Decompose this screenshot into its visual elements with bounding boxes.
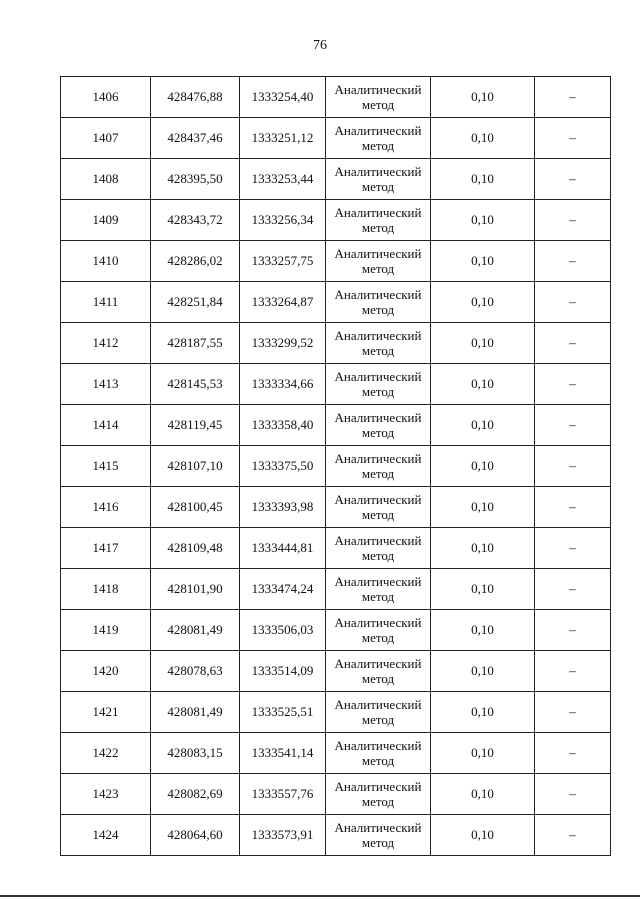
y-coordinate-cell: 1333393,98 xyxy=(240,487,326,528)
method-cell xyxy=(326,77,431,118)
coordinates-table xyxy=(60,76,611,856)
method-line-1: Аналитический xyxy=(334,492,422,507)
y-coordinate-cell: 1333358,40 xyxy=(240,405,326,446)
table-row xyxy=(61,405,611,446)
page-number: 76 xyxy=(313,38,327,53)
method-line-1: Аналитический xyxy=(334,779,422,794)
y-coordinate-cell: 1333254,40 xyxy=(240,77,326,118)
table-row xyxy=(61,159,611,200)
method-cell xyxy=(326,118,431,159)
method-line-1: Аналитический xyxy=(334,615,422,630)
x-coordinate-cell: 428100,45 xyxy=(151,487,240,528)
x-coordinate-cell: 428145,53 xyxy=(151,364,240,405)
table-row xyxy=(61,774,611,815)
x-coordinate-cell: 428119,45 xyxy=(151,405,240,446)
method-line-1: Аналитический xyxy=(334,697,422,712)
method-line-2: метод xyxy=(361,384,395,399)
accuracy-cell: 0,10 xyxy=(431,77,535,118)
y-coordinate-cell: 1333557,76 xyxy=(240,774,326,815)
method-cell xyxy=(326,487,431,528)
method-cell xyxy=(326,651,431,692)
y-coordinate-cell: 1333253,44 xyxy=(240,159,326,200)
point-number-cell: 1409 xyxy=(61,200,151,241)
table-row xyxy=(61,651,611,692)
y-coordinate-cell: 1333256,34 xyxy=(240,200,326,241)
y-coordinate-cell: 1333264,87 xyxy=(240,282,326,323)
point-number-cell: 1413 xyxy=(61,364,151,405)
y-coordinate-cell: 1333506,03 xyxy=(240,610,326,651)
point-number-cell: 1420 xyxy=(61,651,151,692)
bottom-rule xyxy=(0,895,640,897)
extra-cell: – xyxy=(535,774,611,815)
x-coordinate-cell: 428286,02 xyxy=(151,241,240,282)
point-number-cell: 1416 xyxy=(61,487,151,528)
point-number-cell: 1422 xyxy=(61,733,151,774)
table-row xyxy=(61,733,611,774)
y-coordinate-cell: 1333573,91 xyxy=(240,815,326,856)
method-cell xyxy=(326,282,431,323)
method-line-2: метод xyxy=(361,261,395,276)
table-row xyxy=(61,77,611,118)
x-coordinate-cell: 428081,49 xyxy=(151,692,240,733)
method-cell xyxy=(326,815,431,856)
method-line-2: метод xyxy=(361,179,395,194)
method-line-1: Аналитический xyxy=(334,164,422,179)
x-coordinate-cell: 428082,69 xyxy=(151,774,240,815)
x-coordinate-cell: 428476,88 xyxy=(151,77,240,118)
x-coordinate-cell: 428078,63 xyxy=(151,651,240,692)
extra-cell: – xyxy=(535,815,611,856)
method-line-1: Аналитический xyxy=(334,205,422,220)
extra-cell: – xyxy=(535,77,611,118)
point-number-cell: 1412 xyxy=(61,323,151,364)
method-line-1: Аналитический xyxy=(334,246,422,261)
method-line-1: Аналитический xyxy=(334,82,422,97)
table-row xyxy=(61,241,611,282)
method-line-2: метод xyxy=(361,425,395,440)
method-line-2: метод xyxy=(361,220,395,235)
method-cell xyxy=(326,692,431,733)
method-line-2: метод xyxy=(361,712,395,727)
y-coordinate-cell: 1333257,75 xyxy=(240,241,326,282)
extra-cell: – xyxy=(535,569,611,610)
extra-cell: – xyxy=(535,241,611,282)
method-line-1: Аналитический xyxy=(334,533,422,548)
method-line-2: метод xyxy=(361,507,395,522)
point-number-cell: 1414 xyxy=(61,405,151,446)
point-number-cell: 1419 xyxy=(61,610,151,651)
accuracy-cell: 0,10 xyxy=(431,159,535,200)
method-line-2: метод xyxy=(361,835,395,850)
accuracy-cell: 0,10 xyxy=(431,651,535,692)
extra-cell: – xyxy=(535,733,611,774)
y-coordinate-cell: 1333375,50 xyxy=(240,446,326,487)
method-line-2: метод xyxy=(361,97,395,112)
x-coordinate-cell: 428107,10 xyxy=(151,446,240,487)
method-line-1: Аналитический xyxy=(334,738,422,753)
table-row xyxy=(61,815,611,856)
method-cell xyxy=(326,610,431,651)
table-row xyxy=(61,569,611,610)
extra-cell: – xyxy=(535,364,611,405)
point-number-cell: 1421 xyxy=(61,692,151,733)
table-row xyxy=(61,446,611,487)
point-number-cell: 1418 xyxy=(61,569,151,610)
point-number-cell: 1424 xyxy=(61,815,151,856)
table-row xyxy=(61,610,611,651)
y-coordinate-cell: 1333334,66 xyxy=(240,364,326,405)
x-coordinate-cell: 428101,90 xyxy=(151,569,240,610)
extra-cell: – xyxy=(535,282,611,323)
extra-cell: – xyxy=(535,692,611,733)
method-line-1: Аналитический xyxy=(334,287,422,302)
y-coordinate-cell: 1333299,52 xyxy=(240,323,326,364)
method-line-2: метод xyxy=(361,794,395,809)
extra-cell: – xyxy=(535,405,611,446)
method-line-1: Аналитический xyxy=(334,369,422,384)
extra-cell: – xyxy=(535,118,611,159)
accuracy-cell: 0,10 xyxy=(431,446,535,487)
x-coordinate-cell: 428081,49 xyxy=(151,610,240,651)
method-cell xyxy=(326,528,431,569)
table-row xyxy=(61,118,611,159)
method-cell xyxy=(326,405,431,446)
extra-cell: – xyxy=(535,651,611,692)
method-line-2: метод xyxy=(361,343,395,358)
extra-cell: – xyxy=(535,159,611,200)
point-number-cell: 1407 xyxy=(61,118,151,159)
x-coordinate-cell: 428251,84 xyxy=(151,282,240,323)
method-line-1: Аналитический xyxy=(334,574,422,589)
extra-cell: – xyxy=(535,528,611,569)
accuracy-cell: 0,10 xyxy=(431,528,535,569)
y-coordinate-cell: 1333251,12 xyxy=(240,118,326,159)
coordinates-table-body xyxy=(61,77,611,856)
x-coordinate-cell: 428083,15 xyxy=(151,733,240,774)
table-row xyxy=(61,528,611,569)
table-row xyxy=(61,364,611,405)
table-row xyxy=(61,200,611,241)
table-row xyxy=(61,487,611,528)
extra-cell: – xyxy=(535,446,611,487)
method-line-1: Аналитический xyxy=(334,328,422,343)
accuracy-cell: 0,10 xyxy=(431,487,535,528)
method-cell xyxy=(326,200,431,241)
extra-cell: – xyxy=(535,610,611,651)
accuracy-cell: 0,10 xyxy=(431,405,535,446)
point-number-cell: 1417 xyxy=(61,528,151,569)
method-cell xyxy=(326,446,431,487)
method-line-2: метод xyxy=(361,589,395,604)
method-line-1: Аналитический xyxy=(334,123,422,138)
accuracy-cell: 0,10 xyxy=(431,733,535,774)
point-number-cell: 1415 xyxy=(61,446,151,487)
x-coordinate-cell: 428187,55 xyxy=(151,323,240,364)
accuracy-cell: 0,10 xyxy=(431,774,535,815)
method-cell xyxy=(326,323,431,364)
accuracy-cell: 0,10 xyxy=(431,282,535,323)
x-coordinate-cell: 428437,46 xyxy=(151,118,240,159)
point-number-cell: 1406 xyxy=(61,77,151,118)
method-line-1: Аналитический xyxy=(334,451,422,466)
method-line-1: Аналитический xyxy=(334,656,422,671)
x-coordinate-cell: 428395,50 xyxy=(151,159,240,200)
point-number-cell: 1408 xyxy=(61,159,151,200)
table-row xyxy=(61,692,611,733)
point-number-cell: 1410 xyxy=(61,241,151,282)
point-number-cell: 1423 xyxy=(61,774,151,815)
y-coordinate-cell: 1333474,24 xyxy=(240,569,326,610)
point-number-cell: 1411 xyxy=(61,282,151,323)
method-cell xyxy=(326,733,431,774)
method-line-1: Аналитический xyxy=(334,410,422,425)
y-coordinate-cell: 1333541,14 xyxy=(240,733,326,774)
y-coordinate-cell: 1333514,09 xyxy=(240,651,326,692)
method-line-2: метод xyxy=(361,138,395,153)
method-line-2: метод xyxy=(361,466,395,481)
accuracy-cell: 0,10 xyxy=(431,118,535,159)
table-row xyxy=(61,323,611,364)
x-coordinate-cell: 428109,48 xyxy=(151,528,240,569)
accuracy-cell: 0,10 xyxy=(431,364,535,405)
accuracy-cell: 0,10 xyxy=(431,815,535,856)
table-row xyxy=(61,282,611,323)
method-cell xyxy=(326,774,431,815)
method-line-2: метод xyxy=(361,753,395,768)
accuracy-cell: 0,10 xyxy=(431,692,535,733)
y-coordinate-cell: 1333525,51 xyxy=(240,692,326,733)
extra-cell: – xyxy=(535,200,611,241)
method-cell xyxy=(326,569,431,610)
method-line-2: метод xyxy=(361,548,395,563)
method-line-1: Аналитический xyxy=(334,820,422,835)
method-cell xyxy=(326,241,431,282)
y-coordinate-cell: 1333444,81 xyxy=(240,528,326,569)
accuracy-cell: 0,10 xyxy=(431,610,535,651)
extra-cell: – xyxy=(535,323,611,364)
x-coordinate-cell: 428343,72 xyxy=(151,200,240,241)
method-line-2: метод xyxy=(361,671,395,686)
method-cell xyxy=(326,159,431,200)
accuracy-cell: 0,10 xyxy=(431,200,535,241)
extra-cell: – xyxy=(535,487,611,528)
accuracy-cell: 0,10 xyxy=(431,323,535,364)
method-line-2: метод xyxy=(361,302,395,317)
method-cell xyxy=(326,364,431,405)
method-line-2: метод xyxy=(361,630,395,645)
accuracy-cell: 0,10 xyxy=(431,569,535,610)
x-coordinate-cell: 428064,60 xyxy=(151,815,240,856)
accuracy-cell: 0,10 xyxy=(431,241,535,282)
